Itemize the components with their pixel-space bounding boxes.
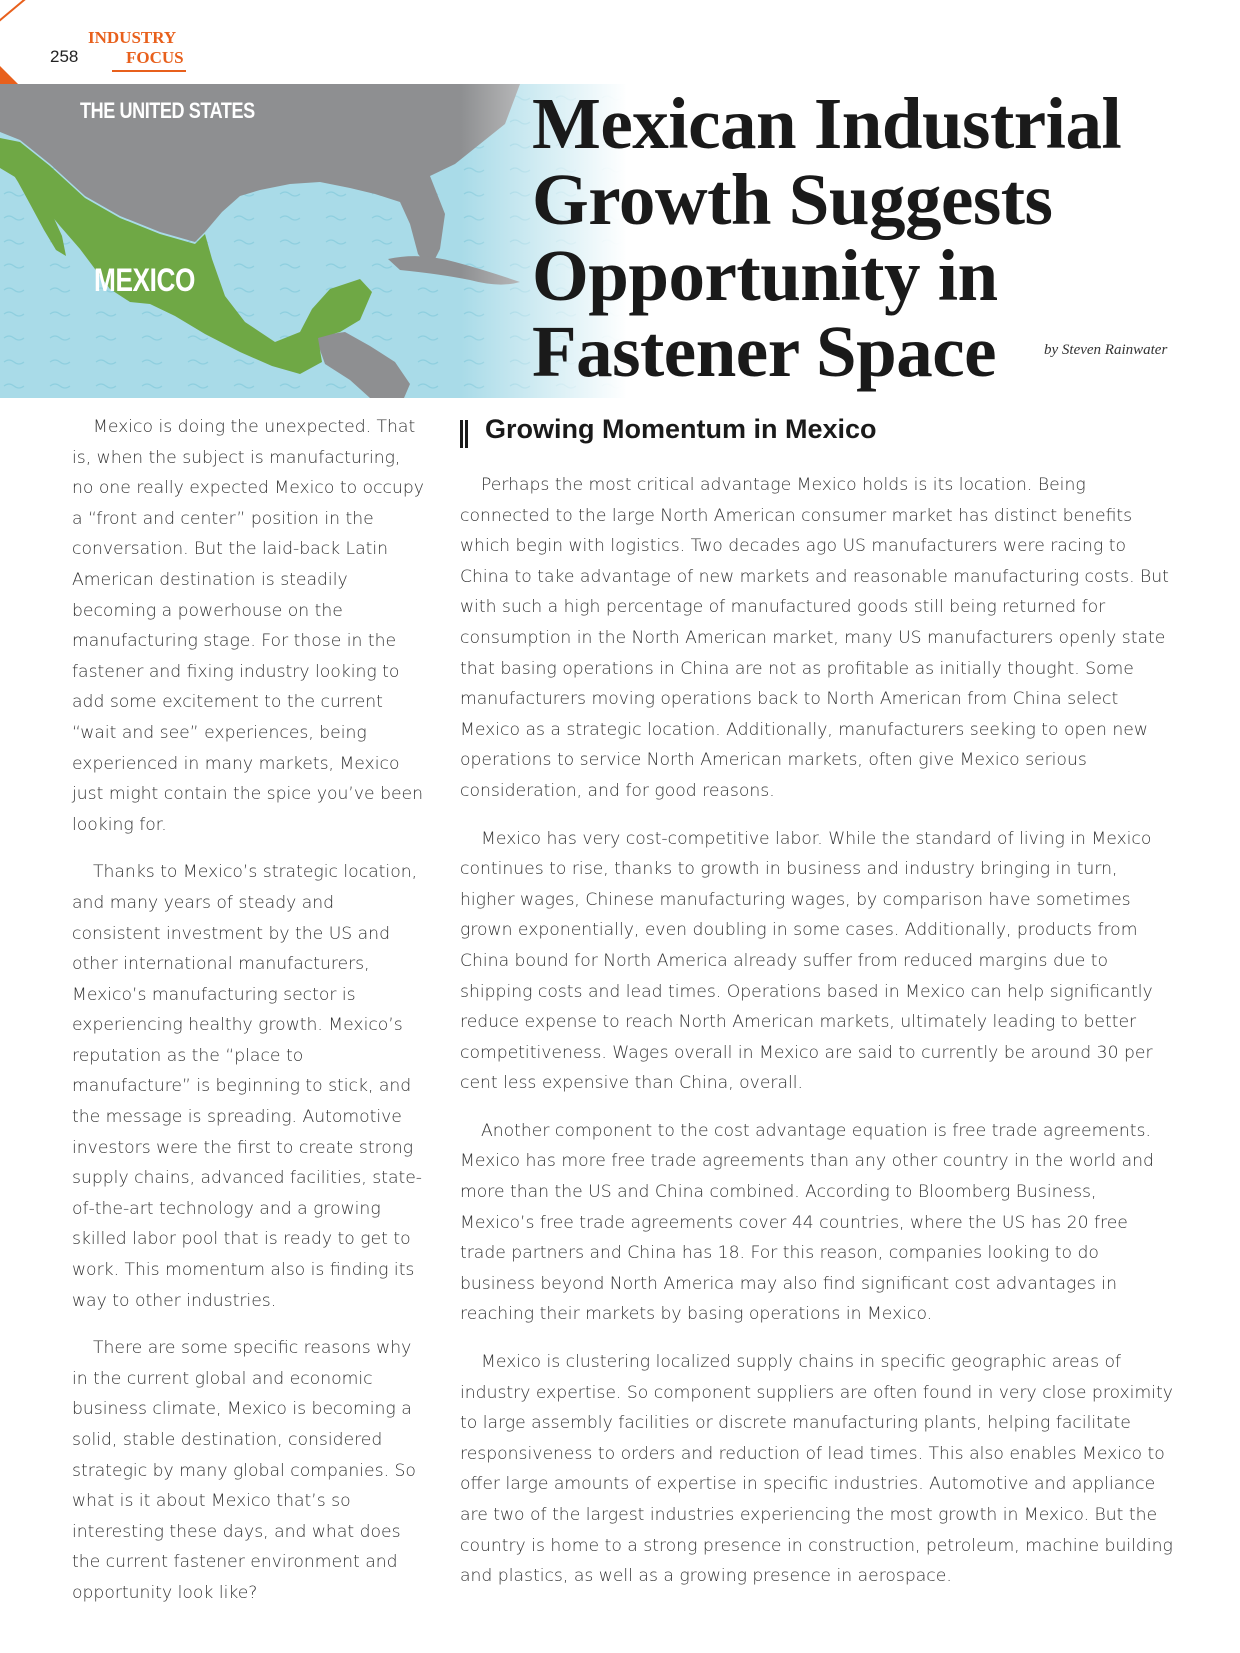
- section-underline: [112, 70, 186, 72]
- page-number: 258: [50, 47, 79, 66]
- article-title: Mexican Industrial Growth Suggests Opportunity in Fastener Space: [532, 83, 1122, 392]
- left-column: [72, 412, 427, 1626]
- left-paragraph-3: There are some specific reasons why in the current global and economic business climate, Mexico is becoming a solid, stable destination, considered strategic by many global companies. So what is it about Mexico that’s so interesting these days, and what does the current fastener environment and opportunity look like?: [72, 1338, 416, 1603]
- map-label-united-states: THE UNITED STATES: [80, 98, 255, 123]
- right-paragraph-2: Mexico has very cost-competitive labor. While the standard of living in Mexico continues to rise, thanks to growth in business and industry bringing in turn, higher wages, Chinese manufacturing wages, by comparison have sometimes grown exponentially, even doubling in some cases. Additionally, products from China bound for North America already suffer from reduced margins due to shipping costs and lead times. Operations based in Mexico can help significantly reduce expense to reach North American markets, ultimately leading to better competitiveness. Wages overall in Mexico are said to currently be around 30 per cent less expensive than China, overall.: [460, 828, 1153, 1094]
- right-paragraph-3: Another component to the cost advantage equation is free trade agreements. Mexico has more free trade agreements than any other country in the world and more than the US and China combined. According to Bloomberg Business, Mexico’s free trade agreements cover 44 countries, where the US has 20 free trade partners and China has 18. For this reason, companies looking to do business beyond North America may also find significant cost advantages in reaching their markets by basing operations in Mexico.: [460, 1120, 1154, 1325]
- section-tag-line2: FOCUS: [126, 48, 184, 67]
- subheading-bar-icon: [460, 420, 468, 448]
- left-paragraph-1: Mexico is doing the unexpected. That is, when the subject is manufacturing, no one really expected Mexico to occupy a “front and center” position in the conversation. But the laid-back Latin American destination is steadily becoming a powerhouse on the manufacturing stage. For those in the fastener and fixing industry looking to add some excitement to the current “wait and see” experiences, being experienced in many markets, Mexico just might contain the spice you’ve been looking for.: [72, 417, 424, 835]
- section-tag-line1: INDUSTRY: [88, 28, 177, 47]
- section-tag: [88, 28, 186, 68]
- section-subheading: Growing Momentum in Mexico: [485, 414, 877, 444]
- right-paragraph-1: Perhaps the most critical advantage Mexico holds is its location. Being connected to the large North American consumer market has distinct benefits which begin with logistics. Two decades ago US manufacturers were racing to China to take advantage of new markets and reasonable manufacturing costs. But with such a high percentage of manufactured goods still being returned for consumption in the North American market, many US manufacturers openly state that basing operations in China are not as profitable as initially thought. Some manufacturers moving operations back to North American from China select Mexico as a strategic location. Additionally, manufacturers seeking to open new operations to service North American markets, often give Mexico serious consideration, and for good reasons.: [460, 475, 1169, 801]
- corner-accent-line: [0, 0, 88, 38]
- left-paragraph-2: Thanks to Mexico’s strategic location, and many years of steady and consistent investment by the US and other international manufacturers, Mexico’s manufacturing sector is experiencing healthy growth. Mexico’s reputation as the “place to manufacture” is beginning to stick, and the message is spreading. Automotive investors were the first to create strong supply chains, advanced facilities, state-of-the-art technology and a growing skilled labor pool that is ready to get to work. This momentum also is finding its way to other industries.: [72, 862, 423, 1311]
- right-column: [460, 470, 1175, 1609]
- map-label-mexico: MEXICO: [94, 262, 196, 298]
- article-byline: by Steven Rainwater: [1044, 342, 1168, 358]
- right-paragraph-4: Mexico is clustering localized supply chains in specific geographic areas of industry expertise. So component suppliers are often found in very close proximity to large assembly facilities or discrete manufacturing plants, helping facilitate responsiveness to orders and reduction of lead times. This also enables Mexico to offer large amounts of expertise in specific industries. Automotive and appliance are two of the largest industries experiencing the most growth in Mexico. But the country is home to a strong presence in construction, petroleum, machine building and plastics, as well as a growing presence in aerospace.: [460, 1352, 1173, 1587]
